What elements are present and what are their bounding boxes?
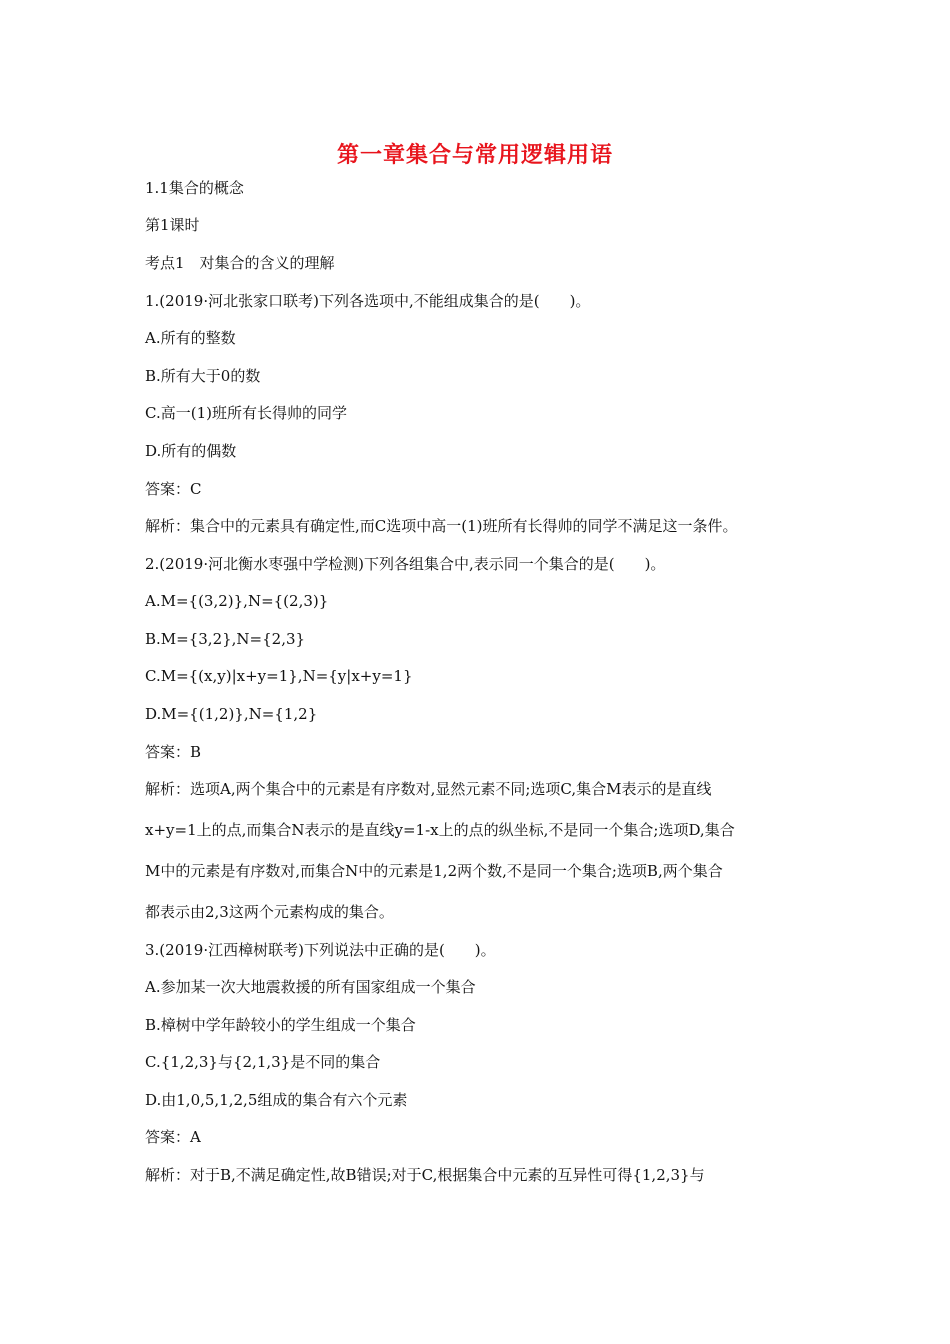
q3-option-d: D.由1,0,5,1,2,5组成的集合有六个元素 bbox=[145, 1091, 408, 1109]
q3-answer: 答案：A bbox=[145, 1128, 201, 1146]
q2-analysis-line-1: 解析：选项A,两个集合中的元素是有序数对,显然元素不同;选项C,集合M表示的是直线 bbox=[145, 780, 712, 798]
q2-option-b: B.M={3,2},N={2,3} bbox=[145, 630, 306, 648]
q3-option-b: B.樟树中学年龄较小的学生组成一个集合 bbox=[145, 1016, 416, 1034]
q2-analysis-line-4: 都表示由2,3这两个元素构成的集合。 bbox=[145, 903, 394, 921]
topic-heading: 考点1 对集合的含义的理解 bbox=[145, 254, 335, 272]
q1-option-b: B.所有大于0的数 bbox=[145, 367, 261, 385]
q2-option-c: C.M={(x,y)|x+y=1},N={y|x+y=1} bbox=[145, 667, 413, 685]
q1-option-c: C.高一(1)班所有长得帅的同学 bbox=[145, 404, 347, 422]
q2-analysis-line-3: M中的元素是有序数对,而集合N中的元素是1,2两个数,不是同一个集合;选项B,两个集合 bbox=[145, 862, 723, 880]
q1-analysis: 解析：集合中的元素具有确定性,而C选项中高一(1)班所有长得帅的同学不满足这一条件。 bbox=[145, 517, 738, 535]
q1-option-a: A.所有的整数 bbox=[145, 329, 236, 347]
q3-analysis: 解析：对于B,不满足确定性,故B错误;对于C,根据集合中元素的互异性可得{1,2,3}与 bbox=[145, 1166, 705, 1184]
q1-option-d: D.所有的偶数 bbox=[145, 442, 237, 460]
q2-option-d: D.M={(1,2)},N={1,2} bbox=[145, 705, 318, 723]
q2-analysis-line-2: x+y=1上的点,而集合N表示的是直线y=1-x上的点的纵坐标,不是同一个集合;选项D,集合 bbox=[145, 821, 735, 839]
q2-option-a: A.M={(3,2)},N={(2,3)} bbox=[145, 592, 329, 610]
section-heading: 1.1集合的概念 bbox=[145, 179, 244, 197]
question-1: 1.(2019·河北张家口联考)下列各选项中,不能组成集合的是( )。 bbox=[145, 292, 591, 310]
q1-answer: 答案：C bbox=[145, 480, 202, 498]
q3-option-a: A.参加某一次大地震救援的所有国家组成一个集合 bbox=[145, 978, 476, 996]
q2-answer: 答案：B bbox=[145, 743, 202, 761]
lesson-heading: 第1课时 bbox=[145, 216, 200, 234]
q3-option-c: C.{1,2,3}与{2,1,3}是不同的集合 bbox=[145, 1053, 381, 1071]
question-2: 2.(2019·河北衡水枣强中学检测)下列各组集合中,表示同一个集合的是( )。 bbox=[145, 555, 666, 573]
page-title: 第一章集合与常用逻辑用语 bbox=[336, 143, 613, 168]
question-3: 3.(2019·江西樟树联考)下列说法中正确的是( )。 bbox=[145, 941, 496, 959]
